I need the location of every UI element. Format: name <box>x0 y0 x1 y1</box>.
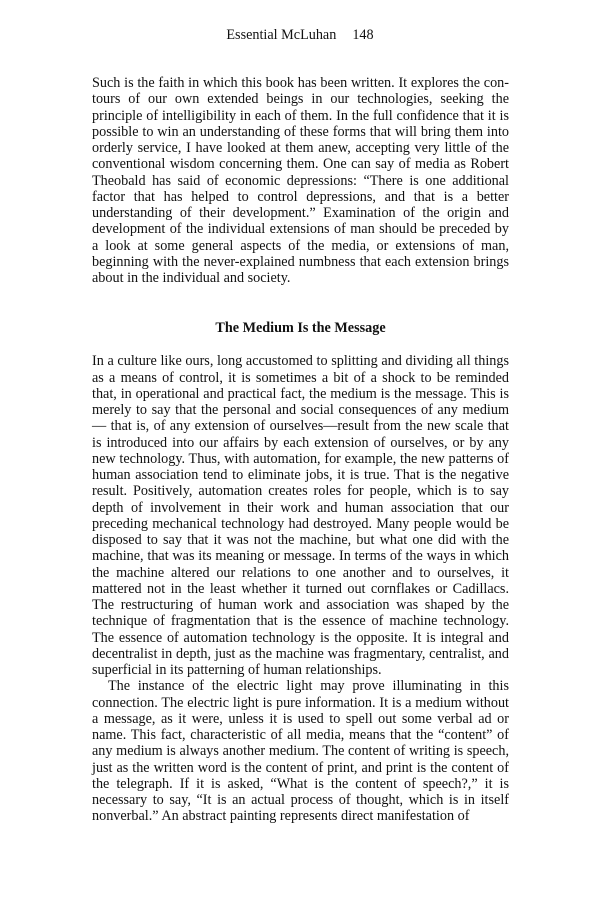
page-number: 148 <box>352 27 374 43</box>
body-text <box>92 75 509 825</box>
section-paragraph-1: In a culture like ours, long accustomed to splitting and dividing all things as a means of control, it is sometimes a bit of a shock to be reminded that, in operational and practical fact, the medium is the message. This is merely to say that the personal and social consequences of any medium— that is, of any extension of ourselves—result from the new scale that is introduced into our affairs by each extension of ourselves, or by any new technology. Thus, with automation, for example, the new patterns of human association tend to eliminate jobs, it is true. That is the negative result. Positively, automation creates roles for people, which is to say depth of involvement in their work and human association that our preceding mechanical technology had destroyed. Many people would be disposed to say that it was not the machine, but what one did with the machine, that was its meaning or message. In terms of the ways in which the machine altered our relations to one another and to ourselves, it mattered not in the least whether it turned out cornflakes or Cadillacs. The restructuring of human work and association was shaped by the technique of fragmentation that is the essence of machine technology. The essence of automation technology is the opposite. It is integral and decentralist in depth, just as the machine was fragmentary, centralist, and superficial in its patterning of human relationships. <box>92 353 509 678</box>
running-header <box>0 27 600 43</box>
intro-paragraph: Such is the faith in which this book has been written. It explores the contours of our own extended beings in our technologies, seeking the principle of intelligibility in each of them. In the full confidence that it is possible to win an understanding of these forms that will bring them into orderly service, I have looked at them anew, accepting very little of the conventional wisdom concerning them. One can say of media as Robert Theobald has said of economic depressions: “There is one additional factor that has helped to control depressions, and that is a better understanding of their development.” Examination of the origin and development of the individual extensions of man should be preceded by a look at some general aspects of the media, or extensions of man, beginning with the never-explained numbness that each extension brings about in the individual and society. <box>92 75 509 286</box>
book-title: Essential McLuhan <box>226 27 337 43</box>
section-paragraph-2: The instance of the electric light may prove illuminating in this connection. The electric light is pure information. It is a medium without a message, as it were, unless it is used to spell out some verbal ad or name. This fact, characteristic of all media, means that the “content” of any medium is always another medium. The content of writing is speech, just as the written word is the content of print, and print is the content of the telegraph. If it is asked, “What is the content of speech?,” it is necessary to say, “It is an actual process of thought, which is in itself nonverbal.” An abstract painting represents direct manifestation of <box>92 678 509 825</box>
section-heading: The Medium Is the Message <box>215 320 386 337</box>
